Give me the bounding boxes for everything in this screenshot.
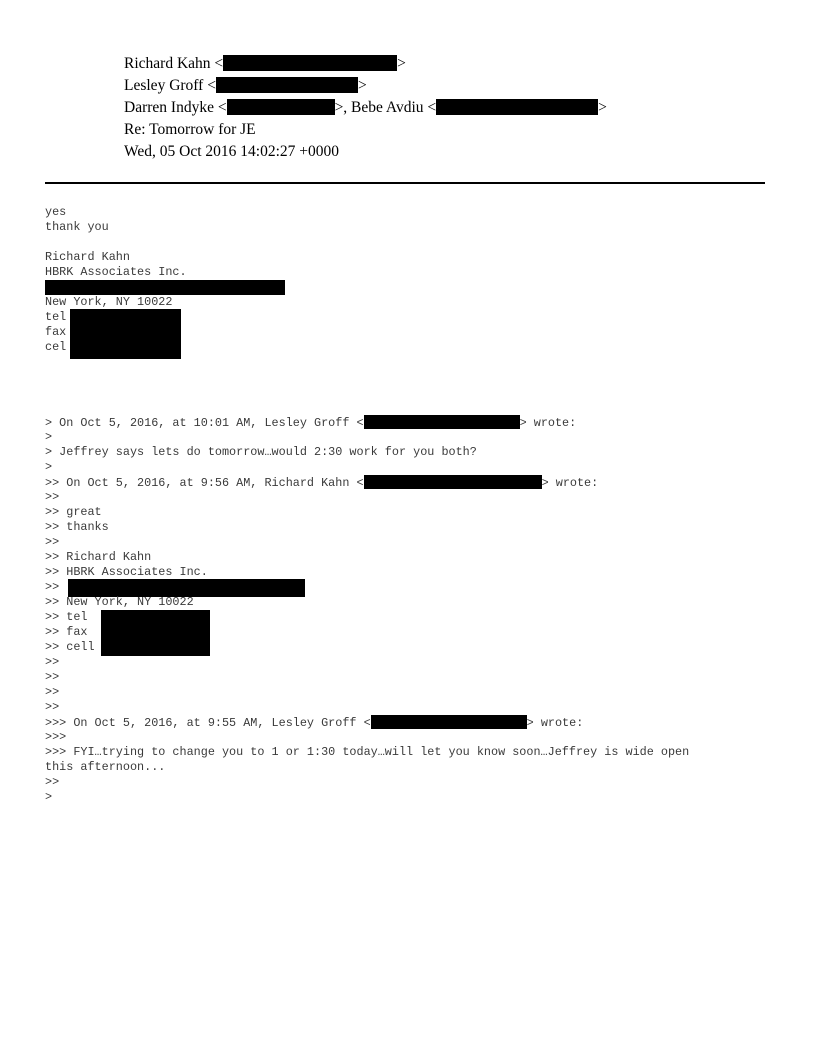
quote-header-text: > On Oct 5, 2016, at 10:01 AM, Lesley Groff < xyxy=(45,416,364,430)
to-name: Lesley Groff < xyxy=(124,77,216,94)
subject-value: Re: Tomorrow for JE xyxy=(124,121,256,138)
quote-line: >>> FYI…trying to change you to 1 or 1:30 today…will let you know soon…Jeffrey is wide open xyxy=(45,745,690,759)
quote-line: >> Richard Kahn xyxy=(45,550,152,564)
quote-line: >> New York, NY 10022 xyxy=(45,595,194,609)
body-line: yes xyxy=(45,205,67,219)
date-value: Wed, 05 Oct 2016 14:02:27 +0000 xyxy=(124,143,340,160)
quote-line: >> tel xyxy=(45,610,88,624)
quote-line: >> xyxy=(45,655,60,669)
redaction xyxy=(223,55,397,71)
quote-header-suffix: > wrote: xyxy=(526,716,584,730)
redaction xyxy=(216,77,358,93)
quote-line: >> cell xyxy=(45,640,95,654)
cc-separator: >, Bebe Avdiu < xyxy=(334,99,437,116)
signature-fax: fax xyxy=(45,325,67,339)
quote-line: > Jeffrey says lets do tomorrow…would 2:30 work for you both? xyxy=(45,445,477,459)
quote-line: > xyxy=(45,460,53,474)
header-divider xyxy=(45,182,765,184)
redaction xyxy=(436,99,598,115)
quote-line: >> great xyxy=(45,505,102,519)
redaction xyxy=(101,610,210,656)
quote-header xyxy=(45,415,576,430)
quote-line: this afternoon... xyxy=(45,760,166,774)
quote-line: > xyxy=(45,430,53,444)
signature-cel: cel xyxy=(45,340,67,354)
quote-line: >> fax xyxy=(45,625,88,639)
from-name: Richard Kahn < xyxy=(124,55,224,72)
quote-line: >> xyxy=(45,700,60,714)
quote-line: >> HBRK Associates Inc. xyxy=(45,565,208,579)
quote-line: >> xyxy=(45,580,60,594)
quote-line: >> xyxy=(45,670,60,684)
redaction xyxy=(371,715,527,729)
quote-header-text: >>> On Oct 5, 2016, at 9:55 AM, Lesley Groff < xyxy=(45,716,371,730)
redaction xyxy=(70,309,181,359)
quote-line: >> thanks xyxy=(45,520,109,534)
quote-line: >> xyxy=(45,490,60,504)
signature-city: New York, NY 10022 xyxy=(45,295,173,309)
cc-name-1: Darren Indyke < xyxy=(124,99,227,116)
quote-line: >>> xyxy=(45,730,67,744)
quote-header-suffix: > wrote: xyxy=(519,416,577,430)
redaction xyxy=(45,280,285,295)
from-close: > xyxy=(397,55,406,72)
to-close: > xyxy=(357,77,367,94)
redaction xyxy=(364,415,520,429)
quote-header xyxy=(45,475,598,490)
redaction xyxy=(364,475,542,489)
redaction xyxy=(227,99,335,115)
quote-header xyxy=(45,715,583,730)
quote-line: >> xyxy=(45,535,60,549)
signature-tel: tel xyxy=(45,310,67,324)
quote-header-text: >> On Oct 5, 2016, at 9:56 AM, Richard Kahn < xyxy=(45,476,364,490)
signature-company: HBRK Associates Inc. xyxy=(45,265,187,279)
body-line: thank you xyxy=(45,220,109,234)
quote-line: >> xyxy=(45,685,60,699)
quote-header-suffix: > wrote: xyxy=(541,476,599,490)
quote-line: > xyxy=(45,790,53,804)
quote-line: >> xyxy=(45,775,60,789)
cc-close: > xyxy=(598,99,607,116)
signature-name: Richard Kahn xyxy=(45,250,130,264)
